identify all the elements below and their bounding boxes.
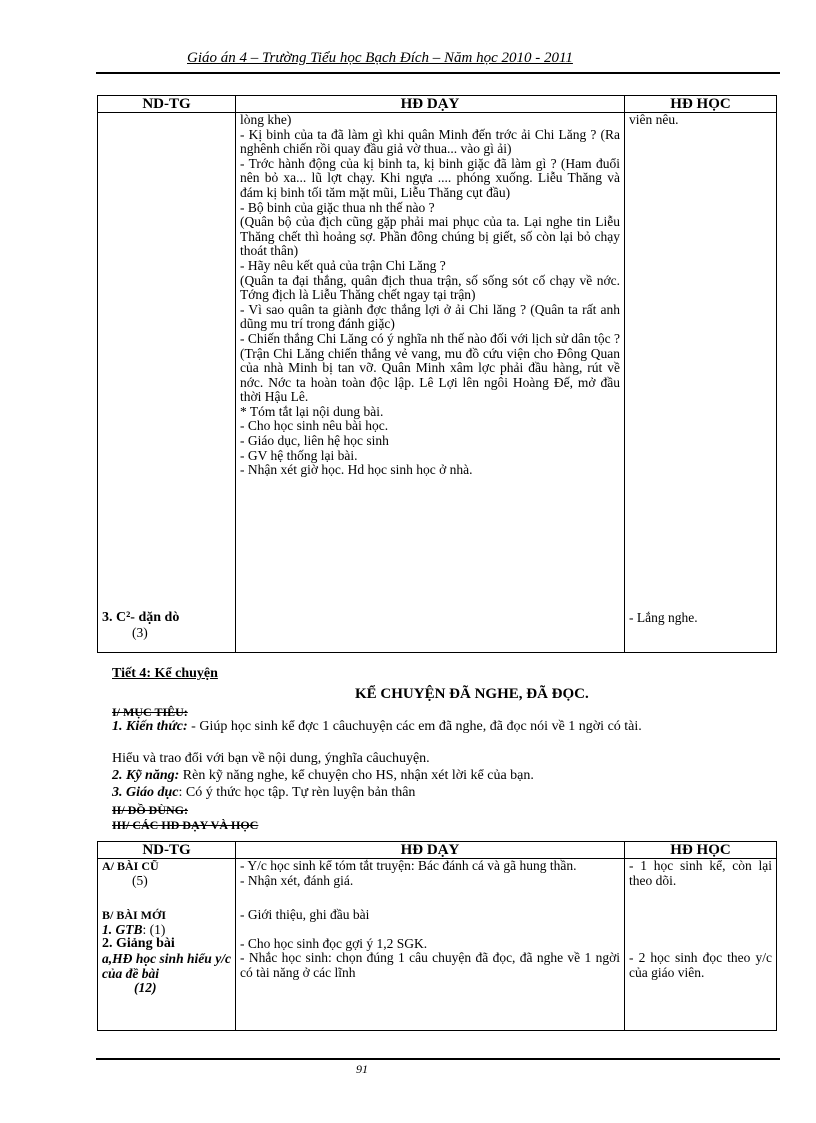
skills-paragraph bbox=[112, 768, 776, 784]
time-label: (5) bbox=[132, 872, 148, 888]
cell-hd-hoc bbox=[625, 113, 777, 653]
header-divider bbox=[96, 72, 780, 74]
skills-label: 2. Kỹ năng: bbox=[112, 768, 180, 783]
content-line: * Tóm tắt lại nội dung bài. bbox=[240, 403, 384, 419]
education-text: : Có ý thức học tập. Tự rèn luyện bản thân bbox=[178, 785, 416, 800]
section-label-bai-moi: B/ BÀI MỚI bbox=[102, 908, 167, 923]
content-line: - Giới thiệu, ghi đầu bài bbox=[240, 907, 370, 923]
cell-hd-day bbox=[236, 113, 625, 653]
col-header-hd-day: HĐ DẠY bbox=[236, 842, 625, 859]
page-number: 91 bbox=[356, 1062, 368, 1076]
content-line: - Chiến thắng Chi Lăng có ý nghĩa nh thế nào đối với lịch sử dân tộc ? (Trận Chi Lăng chiến thắng vẻ vang, mu đồ cứu viện cho Đông Quan của nhà Minh bị tan vỡ. Quân Minh xâm lợc phải đầu hàng, rút về nớc. Nớc ta hoàn toàn độc lập. Lê Lợi lên ngôi Hoàng Đế, mở đầu thời Hậu Lê. bbox=[240, 330, 621, 405]
col-header-hd-day: HĐ DẠY bbox=[236, 96, 625, 113]
footer-divider bbox=[96, 1058, 780, 1060]
content-line: - GV hệ thống lại bài. bbox=[240, 447, 358, 463]
content-line: - Cho học sinh đọc gợi ý 1,2 SGK. bbox=[240, 935, 428, 951]
cell-nd-tg bbox=[98, 859, 236, 1031]
section-label-dan-do: 3. C²- dặn dò bbox=[102, 610, 180, 625]
section-label-giang-bai: 2. Giảng bài bbox=[102, 936, 175, 952]
lesson-table-1 bbox=[97, 95, 777, 653]
col-header-nd-tg: ND-TG bbox=[98, 842, 236, 859]
lesson-table-2 bbox=[97, 841, 777, 1031]
col-header-nd-tg: ND-TG bbox=[98, 96, 236, 113]
content-line: - Hãy nêu kết quả của trận Chi Lăng ? bbox=[240, 257, 446, 273]
activities-heading: III/ CÁC HĐ DẠY VÀ HỌC bbox=[112, 818, 259, 832]
lesson-period-title: Tiết 4: Kể chuyện bbox=[112, 666, 218, 681]
cell-nd-tg bbox=[98, 113, 236, 653]
content-line: - Nhắc học sinh: chọn đúng 1 câu chuyện đã đọc, đã nghe về 1 ngời có tài năng ở các lĩnh bbox=[240, 950, 620, 980]
time-label: (3) bbox=[132, 624, 148, 640]
student-line: viên nêu. bbox=[629, 112, 679, 127]
knowledge-label: 1. Kiến thức: bbox=[112, 719, 188, 734]
education-paragraph bbox=[112, 785, 776, 801]
content-line: - Kị binh của ta đã làm gì khi quân Minh đến trớc ải Chi Lăng ? (Ra nghênh chiến rồi quay đầu giả vờ thua... vào gì ải) bbox=[240, 126, 620, 157]
student-line: - Lắng nghe. bbox=[629, 609, 698, 625]
materials-heading: II/ ĐỒ DÙNG: bbox=[112, 803, 189, 817]
knowledge-text: - Giúp học sinh kể đợc 1 câuchuyện các em đã nghe, đã đọc nói về 1 ngời có tài. bbox=[187, 719, 642, 734]
content-line: - Y/c học sinh kể tóm tắt truyện: Bác đánh cá và gã hung thần. bbox=[240, 858, 577, 873]
gtb-line bbox=[102, 923, 231, 938]
time-label: (12) bbox=[134, 980, 157, 996]
section-label-bai-cu: A/ BÀI CŨ bbox=[102, 859, 159, 873]
story-title: KỂ CHUYỆN ĐÃ NGHE, ĐÃ ĐỌC. bbox=[355, 686, 589, 702]
content-line: (Quân bộ của địch cũng gặp phải mai phục của ta. Lại nghe tin Liễu Thăng chết thì hoảng sợ. Phần đông chúng bị giết, số còn lại bỏ chạy thoát thân) bbox=[240, 214, 620, 259]
content-line: - Nhận xét, đánh giá. bbox=[240, 872, 354, 888]
gtb-label: 1. GTB bbox=[102, 921, 143, 937]
student-line: - 2 học sinh đọc theo y/c của giáo viên. bbox=[629, 950, 772, 980]
education-label: 3. Giáo dục bbox=[112, 785, 179, 800]
knowledge-paragraph bbox=[112, 719, 776, 735]
content-line: - Giáo dục, liên hệ học sinh bbox=[240, 433, 389, 449]
cell-hd-day bbox=[236, 859, 625, 1031]
col-header-hd-hoc: HĐ HỌC bbox=[625, 96, 777, 113]
content-line: - Bộ binh của giặc thua nh thế nào ? bbox=[240, 199, 435, 215]
activity-label: a,HĐ học sinh hiểu y/c của đề bài bbox=[102, 950, 231, 981]
knowledge-paragraph-2: Hiểu và trao đổi với bạn về nội dung, ýnghĩa câuchuyện. bbox=[112, 751, 430, 766]
cell-hd-hoc bbox=[625, 859, 777, 1031]
skills-text: Rèn kỹ năng nghe, kể chuyện cho HS, nhận xét lời kể của bạn. bbox=[179, 768, 534, 783]
content-line: lòng khe) bbox=[240, 112, 292, 127]
objectives-heading: I/ MỤC TIÊU: bbox=[112, 705, 188, 719]
content-line: - Vì sao quân ta giành đợc thắng lợi ở ải Chi lăng ? (Quân ta rất anh dũng mu trí trong đánh giặc) bbox=[240, 301, 620, 332]
student-line: - 1 học sinh kể, còn lại theo dõi. bbox=[629, 858, 772, 888]
gtb-time: : (1) bbox=[142, 921, 166, 937]
content-line: - Trớc hành động của kị binh ta, kị binh giặc đã làm gì ? (Ham đuổi nên bỏ xa... lũ lợt chạy. Khi ngựa .... phóng xuống. Liễu Thăng và đám kị binh tối tăm mặt mũi, Liễu Thăng cụt đầu) bbox=[240, 155, 620, 200]
content-line: - Nhận xét giờ học. Hd học sinh học ở nhà. bbox=[240, 462, 473, 478]
content-line: (Quân ta đại thắng, quân địch thua trận, số sống sót cố chạy về nớc. Tớng địch là Liễu Thăng chết ngay tại trận) bbox=[240, 272, 620, 303]
page-header: Giáo án 4 – Trường Tiểu học Bạch Đích – Năm học 2010 - 2011 bbox=[187, 50, 573, 66]
content-line: - Cho học sinh nêu bài học. bbox=[240, 418, 389, 434]
col-header-hd-hoc: HĐ HỌC bbox=[625, 842, 777, 859]
